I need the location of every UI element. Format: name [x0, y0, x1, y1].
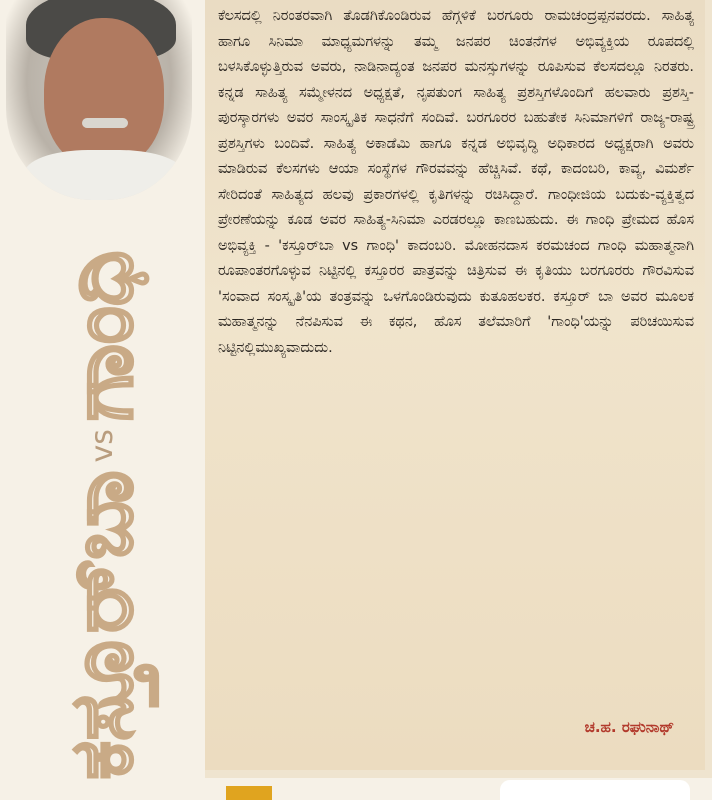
- cover-title-vertical: [50, 250, 152, 780]
- author-shirt: [24, 150, 184, 200]
- cover-title-vs: vs: [84, 429, 120, 463]
- cover-title-part2: ಗಾಂಧಿ: [50, 250, 152, 422]
- blurb-text: ಕೆಲಸದಲ್ಲಿ ನಿರಂತರವಾಗಿ ತೊಡಗಿಕೊಂಡಿರುವ ಹೆಗ್ಗಳಿಕೆ ಬರಗೂರು ರಾಮಚಂದ್ರಪ್ಪನವರದು. ಸಾಹಿತ್ಯ ಹಾಗೂ ಸಿನಿಮಾ ಮಾಧ್ಯಮಗಳನ್ನು ತಮ್ಮ ಜನಪರ ಚಿಂತನೆಗಳ ಅಭಿವ್ಯಕ್ತಿಯ ರೂಪದಲ್ಲಿ ಬಳಸಿಕೊಳ್ಳುತ್ತಿರುವ ಅವರು, ನಾಡಿನಾದ್ಯಂತ ಜನಪರ ಮನಸ್ಸುಗಳನ್ನು ರೂಪಿಸುವ ಕೆಲಸದಲ್ಲೂ ನಿರತರು. ಕನ್ನಡ ಸಾಹಿತ್ಯ ಸಮ್ಮೇಳನದ ಅಧ್ಯಕ್ಷತೆ, ನೃಪತುಂಗ ಸಾಹಿತ್ಯ ಪ್ರಶಸ್ತಿಗಳೊಂದಿಗೆ ಹಲವಾರು ಪ್ರಶಸ್ತಿ-ಪುರಸ್ಕಾರಗಳು ಅವರ ಸಾಂಸ್ಕೃತಿಕ ಸಾಧನೆಗೆ ಸಂದಿವೆ. ಬರಗೂರರ ಬಹುತೇಕ ಸಿನಿಮಾಗಳಿಗೆ ರಾಜ್ಯ-ರಾಷ್ಟ್ರ ಪ್ರಶಸ್ತಿಗಳು ಬಂದಿವೆ. ಸಾಹಿತ್ಯ ಅಕಾಡೆಮಿ ಹಾಗೂ ಕನ್ನಡ ಅಭಿವೃದ್ಧಿ ಅಧಿಕಾರದ ಅಧ್ಯಕ್ಷರಾಗಿ ಅವರು ಮಾಡಿರುವ ಕೆಲಸಗಳು ಆಯಾ ಸಂಸ್ಥೆಗಳ ಗೌರವವನ್ನು ಹೆಚ್ಚಿಸಿವೆ. ಕಥೆ, ಕಾದಂಬರಿ, ಕಾವ್ಯ, ವಿಮರ್ಶೆ ಸೇರಿದಂತೆ ಸಾಹಿತ್ಯದ ಹಲವು ಪ್ರಕಾರಗಳಲ್ಲಿ ಕೃತಿಗಳನ್ನು ರಚಿಸಿದ್ದಾರೆ. ಗಾಂಧೀಜಿಯ ಬದುಕು-ವ್ಯಕ್ತಿತ್ವದ ಪ್ರೇರಣೆಯನ್ನು ಕೂಡ ಅವರ ಸಾಹಿತ್ಯ-ಸಿನಿಮಾ ಎರಡರಲ್ಲೂ ಕಾಣಬಹುದು. ಈ ಗಾಂಧಿ ಪ್ರೇಮದ ಹೊಸ ಅಭಿವ್ಯಕ್ತಿ - 'ಕಸ್ತೂರ್‌ಬಾ vs ಗಾಂಧಿ' ಕಾದಂಬರಿ. ಮೋಹನದಾಸ ಕರಮಚಂದ ಗಾಂಧಿ ಮಹಾತ್ಮನಾಗಿ ರೂಪಾಂತರಗೊಳ್ಳುವ ನಿಟ್ಟಿನಲ್ಲಿ ಕಸ್ತೂರರ ಪಾತ್ರವನ್ನು ಚಿತ್ರಿಸುವ ಈ ಕೃತಿಯು ಬರಗೂರರು ಗೌರವಿಸುವ 'ಸಂವಾದ ಸಂಸ್ಕೃತಿ'ಯ ತಂತ್ರವನ್ನು ಒಳಗೊಂಡಿರುವುದು ಕುತೂಹಲಕರ. ಕಸ್ತೂರ್ ಬಾ ಅವರ ಮೂಲಕ ಮಹಾತ್ಮನನ್ನು ನೆನಪಿಸುವ ಈ ಕಥನ, ಹೊಸ ತಲೆಮಾರಿಗೆ 'ಗಾಂಧಿ'ಯನ್ನು ಪರಿಚಯಿಸುವ ನಿಟ್ಟಿನಲ್ಲಿಮುಖ್ಯವಾದುದು.: [218, 8, 694, 356]
- author-photo: [6, 0, 192, 200]
- blurb-signature: ಚ.ಹ. ರಘುನಾಥ್: [584, 718, 674, 736]
- publisher-logo: [226, 786, 272, 800]
- bottom-box: [500, 780, 690, 800]
- author-face: [44, 18, 164, 168]
- author-mustache: [82, 118, 128, 128]
- cover-title-part1: ಕಸ್ತೂರ್‌ಬಾ: [50, 470, 152, 780]
